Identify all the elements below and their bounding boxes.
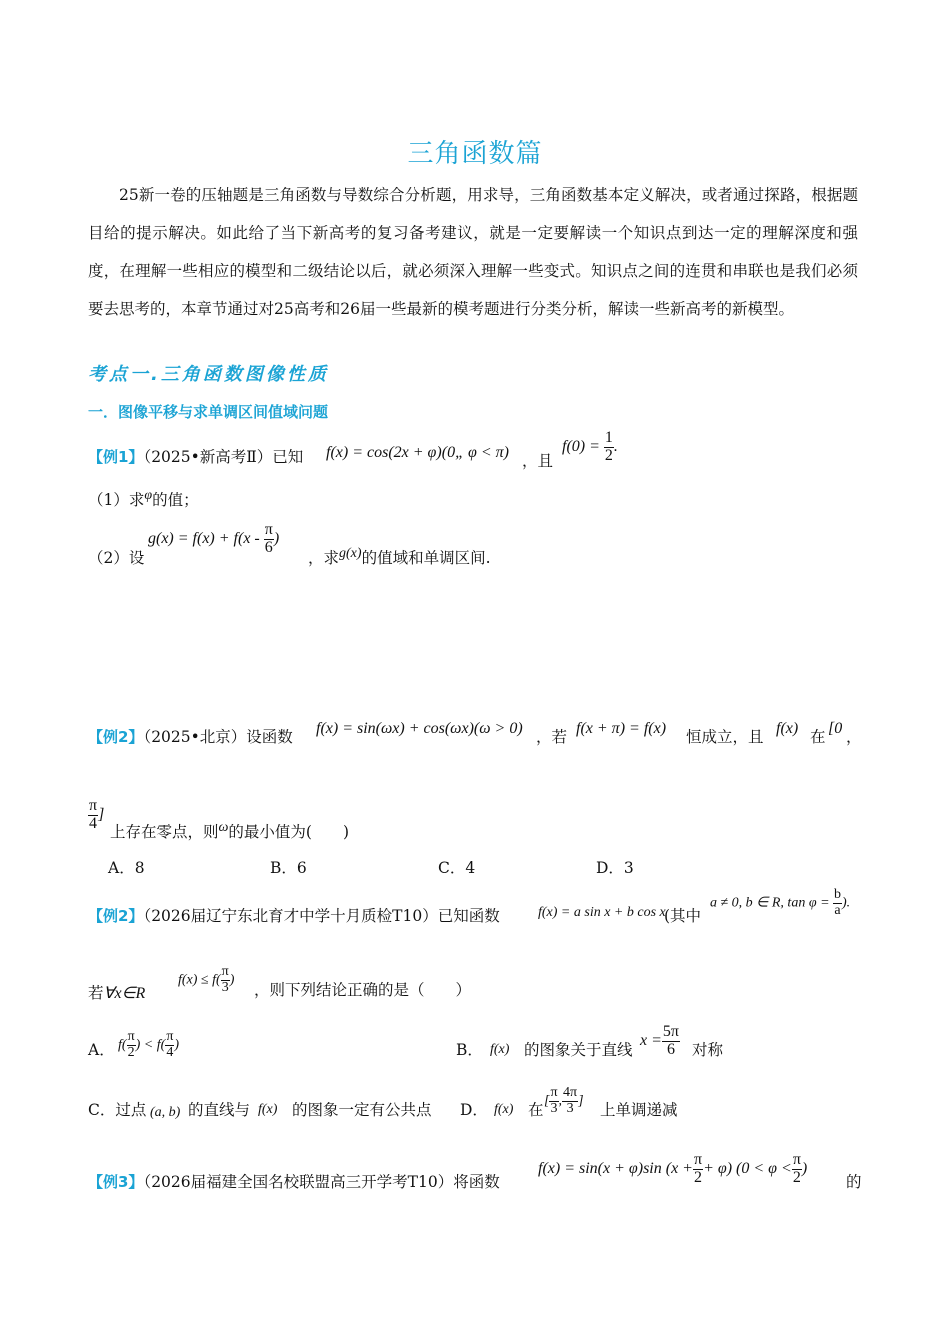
option-label: A． bbox=[88, 1041, 115, 1059]
example-2b-source: （2026届辽宁东北育才中学十月质检T10）已知函数 bbox=[143, 907, 500, 925]
page-title: 三角函数篇 bbox=[407, 139, 543, 169]
example-2b-paren: (其中 bbox=[664, 907, 702, 925]
question-text: 上存在零点，则 bbox=[110, 823, 219, 842]
expr-part: f( bbox=[118, 1037, 127, 1053]
comma: , bbox=[558, 1093, 563, 1109]
example-1-question-2-label: （2）设 bbox=[88, 549, 145, 567]
fraction-numerator: 4π bbox=[563, 1085, 578, 1100]
condition-lhs: f(0) = bbox=[562, 437, 600, 455]
pi-over-2-fraction bbox=[127, 1030, 136, 1060]
if-text: 若 bbox=[88, 984, 104, 1002]
option-2b-b-line bbox=[640, 1024, 680, 1059]
example-2b-line bbox=[88, 904, 500, 926]
example-3-line bbox=[88, 1170, 500, 1192]
fraction-denominator: 6 bbox=[666, 1040, 675, 1058]
option-d: D．3 bbox=[596, 859, 634, 877]
fraction-numerator: π bbox=[693, 1151, 703, 1168]
section-heading: 一．图像平移与求单调区间值域问题 bbox=[88, 403, 329, 421]
fraction-denominator: 3 bbox=[221, 979, 229, 995]
fraction-denominator: 6 bbox=[264, 538, 273, 556]
fraction-denominator: 2 bbox=[792, 1168, 801, 1186]
function-text: f(x) = sin(x + φ)sin bbox=[538, 1159, 662, 1177]
kaodian-heading: 考点一.三角函数图像性质 bbox=[88, 364, 329, 385]
fraction-denominator: 3 bbox=[566, 1100, 574, 1116]
example-2b-tag: 【例2】 bbox=[88, 907, 144, 925]
example-2a-source: （2025•北京）设函数 bbox=[143, 728, 293, 746]
q1-label: （1）求 bbox=[88, 491, 145, 510]
example-2a-question bbox=[110, 820, 349, 842]
example-2a-in: 在 bbox=[810, 728, 826, 746]
x-equals: x = bbox=[640, 1031, 662, 1049]
option-2b-d-end: 上单调递减 bbox=[600, 1101, 678, 1119]
example-2a-hold: 恒成立，且 bbox=[686, 728, 764, 746]
option-2b-c-text: 的直线与 bbox=[188, 1101, 251, 1119]
fraction-numerator: π bbox=[89, 797, 98, 814]
phi-symbol: φ bbox=[144, 488, 153, 503]
example-2a-interval-end bbox=[88, 798, 104, 833]
4pi-over-3-fraction bbox=[562, 1086, 578, 1116]
option-2b-c-label: C．过点 bbox=[88, 1101, 147, 1119]
example-1-source: （2025•新高考Ⅱ）已知 bbox=[143, 448, 304, 466]
example-2a-tag: 【例2】 bbox=[88, 728, 144, 746]
pi-over-3-fraction bbox=[549, 1086, 558, 1116]
forall-expression: ∀x∈R bbox=[103, 985, 146, 1002]
open-bracket: [ bbox=[544, 1093, 550, 1109]
option-2b-b-text: 的图象关于直线 bbox=[524, 1041, 633, 1059]
option-2b-d-interval bbox=[544, 1086, 584, 1116]
example-3-function bbox=[538, 1152, 807, 1187]
example-3-source: （2026届福建全国名校联盟高三开学考T10）将函数 bbox=[143, 1173, 500, 1191]
option-2b-c-point: (a, b) bbox=[150, 1105, 181, 1120]
option-b: B．6 bbox=[270, 859, 307, 877]
option-2b-c-fx: f(x) bbox=[258, 1102, 278, 1117]
example-2a-fx: f(x) bbox=[776, 720, 799, 737]
option-2b-d-in: 在 bbox=[528, 1101, 544, 1119]
q2-text-end: 的值域和单调区间. bbox=[361, 549, 491, 568]
fraction-numerator: π bbox=[166, 1029, 174, 1044]
fraction-numerator: b bbox=[834, 887, 842, 902]
fraction-denominator: 3 bbox=[550, 1100, 558, 1116]
example-1-question-2-rest bbox=[308, 546, 491, 568]
condition-fraction bbox=[604, 430, 614, 465]
example-2a-comma: ， bbox=[846, 728, 862, 746]
g-expression: g(x) = f(x) + f(x - bbox=[148, 529, 260, 547]
option-2b-c-end: 的图象一定有公共点 bbox=[292, 1101, 432, 1119]
fraction-denominator: 4 bbox=[166, 1044, 174, 1060]
option-2b-a bbox=[88, 1038, 115, 1060]
expr-part: ) < f( bbox=[135, 1037, 166, 1053]
fraction-numerator: 5π bbox=[662, 1023, 679, 1040]
range-expr: ) bbox=[801, 1159, 808, 1177]
g-symbol: g(x) bbox=[339, 546, 362, 561]
example-2b-inequality bbox=[178, 965, 234, 995]
q2-text: ，求 bbox=[308, 549, 340, 568]
omega-symbol: ω bbox=[218, 820, 229, 835]
example-1-and: ，且 bbox=[522, 452, 554, 470]
example-3-tag: 【例3】 bbox=[88, 1173, 144, 1191]
option-2b-b-end: 对称 bbox=[692, 1041, 724, 1059]
intro-paragraph: 25新一卷的压轴题是三角函数与导数综合分析题，用求导，三角函数基本定义解决，或者通过探路，根据题目给的提示解决。如此给了当下新高考的复习备考建议，就是一定要解读一个知识点到达一定的理解深度和强度，在理解一些相应的模型和二级结论以后，就必须深入理解一些变式。知识点之间的连贯和串联也是我们必须要去思考的，本章节通过对25高考和26届一些最新的模考题进行分类分析，解读一些新高考的新模型。 bbox=[88, 186, 858, 318]
fraction-numerator: π bbox=[792, 1151, 801, 1168]
example-2b-condition bbox=[710, 888, 850, 918]
paren-expr: + φ) bbox=[703, 1159, 733, 1177]
period: . bbox=[613, 437, 618, 455]
example-1-function: f(x) = cos(2x + φ)(0„ φ < π) bbox=[326, 444, 509, 461]
pi-over-3-fraction bbox=[221, 965, 230, 995]
option-2b-d-label: D． bbox=[460, 1101, 488, 1119]
question-text-end: 的最小值为 bbox=[228, 823, 306, 842]
example-2a-line bbox=[88, 725, 293, 747]
example-2b-function: f(x) = a sin x + b cos x bbox=[538, 905, 666, 920]
example-1-condition bbox=[562, 430, 618, 465]
answer-blank: ( ) bbox=[305, 823, 350, 842]
fraction-numerator: π bbox=[127, 1029, 135, 1044]
option-2b-b-fx: f(x) bbox=[490, 1042, 510, 1057]
fraction-numerator: π bbox=[264, 521, 273, 538]
close-paren: ) bbox=[229, 972, 235, 988]
option-2b-b-label: B． bbox=[456, 1041, 483, 1059]
example-2a-condition: f(x + π) = f(x) bbox=[576, 720, 667, 737]
condition-text: a ≠ 0, b ∈ R, tan φ = bbox=[710, 895, 830, 911]
option-2b-a-expression bbox=[118, 1030, 179, 1060]
option-a: A．8 bbox=[108, 859, 145, 877]
example-1-g-definition bbox=[148, 522, 279, 557]
option-2b-d-fx: f(x) bbox=[494, 1102, 514, 1117]
example-1-tag: 【例1】 bbox=[88, 448, 144, 466]
close-paren: ) bbox=[273, 529, 280, 547]
g-fraction bbox=[264, 522, 274, 557]
close-bracket: ] bbox=[98, 805, 105, 823]
inequality-text: f(x) ≤ f( bbox=[178, 972, 221, 988]
example-3-end: 的 bbox=[846, 1173, 862, 1191]
q1-text: 的值； bbox=[152, 491, 199, 510]
pi-over-2-fraction bbox=[693, 1152, 703, 1187]
range-expr: (0 < φ < bbox=[736, 1159, 792, 1177]
example-2b-question: ，则下列结论正确的是（ ） bbox=[254, 981, 472, 999]
fraction-numerator: π bbox=[550, 1085, 558, 1100]
close-bracket: ] bbox=[578, 1093, 584, 1109]
option-c: C．4 bbox=[438, 859, 476, 877]
fraction-numerator: π bbox=[221, 964, 229, 979]
paren-expr: (x + bbox=[665, 1159, 693, 1177]
5pi-over-6-fraction bbox=[662, 1024, 680, 1059]
pi-over-2-fraction bbox=[792, 1152, 802, 1187]
example-1-question-1 bbox=[88, 488, 199, 510]
pi-over-4-fraction bbox=[88, 798, 98, 833]
fraction-denominator: 2 bbox=[127, 1044, 135, 1060]
example-2a-bracket: [0 bbox=[828, 720, 843, 737]
fraction-numerator: 1 bbox=[604, 429, 613, 446]
expr-part: ) bbox=[174, 1037, 180, 1053]
example-2a-function: f(x) = sin(ωx) + cos(ωx)(ω > 0) bbox=[316, 720, 523, 737]
b-over-a-fraction bbox=[833, 888, 842, 918]
fraction-denominator: 2 bbox=[604, 446, 613, 464]
example-2b-if bbox=[88, 981, 145, 1003]
example-2a-if: ，若 bbox=[536, 728, 568, 746]
example-1-line bbox=[88, 445, 303, 467]
fraction-denominator: 2 bbox=[694, 1168, 703, 1186]
close-paren: ). bbox=[842, 895, 851, 911]
fraction-denominator: a bbox=[834, 902, 841, 918]
fraction-denominator: 4 bbox=[89, 814, 98, 832]
